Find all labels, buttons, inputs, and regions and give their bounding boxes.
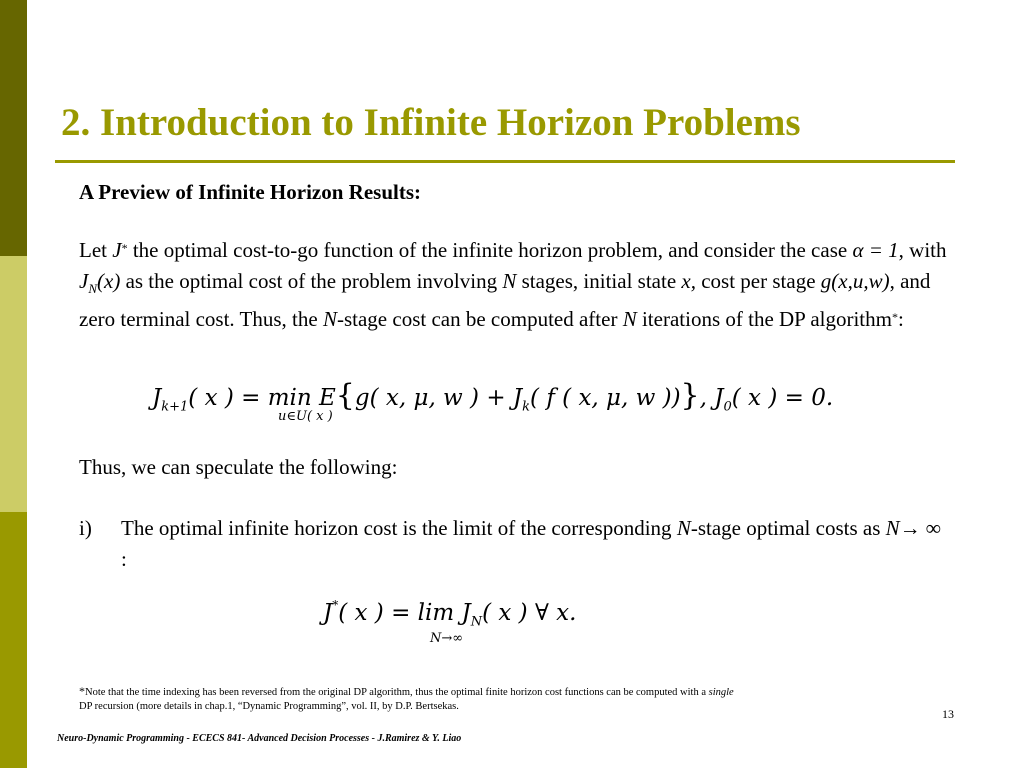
intro-paragraph: Let J* the optimal cost-to-go function of the infinite horizon problem, and consider the case α = 1, with $J_N(x)$ as the optimal cost of the problem involving N stages, initial state x, cost per stage g(x,u,w), and zero terminal cost. Thus, the N-stage cost can be computed after N iterations of the DP algorithm*: (79, 238, 947, 332)
slide-title: 2. Introduction to Infinite Horizon Problems (61, 101, 801, 144)
list-item-body: The optimal infinite horizon cost is the limit of the corresponding N-stage optimal costs as N→ ∞ : (121, 516, 941, 571)
limit-equation: J*( x ) = $\lim J_N$( x ) ∀ x. (323, 598, 577, 630)
list-item-i (79, 513, 949, 575)
title-divider (55, 160, 955, 163)
side-stripe-top (0, 0, 27, 256)
subheading: A Preview of Infinite Horizon Results: (79, 180, 421, 204)
lim-subscript: N→∞ (430, 631, 464, 646)
side-stripe-bottom (0, 512, 27, 768)
page-number: 13 (942, 707, 954, 721)
side-stripe-middle (0, 256, 27, 512)
speculate-line: Thus, we can speculate the following: (79, 455, 398, 479)
footnote: *Note that the time indexing has been reversed from the original DP algorithm, thus the optimal finite horizon cost functions can be computed with a single DP recursion (more details in chap.1, “Dynamic Programming”, vol. II, by D.P. Bertsekas. (79, 684, 734, 712)
min-subscript: u∈U( x ) (278, 409, 333, 424)
course-footer: Neuro-Dynamic Programming - ECECS 841- Advanced Decision Processes - J.Ramirez & Y. Liao (57, 733, 462, 744)
dp-recursion-equation: $J_{k+1}$( x ) = min E{g( x, μ, w ) + $J_k$( f ( x, μ, w ))}, $J_0$( x ) = 0. (152, 378, 834, 415)
list-item-number: i) (79, 516, 92, 540)
